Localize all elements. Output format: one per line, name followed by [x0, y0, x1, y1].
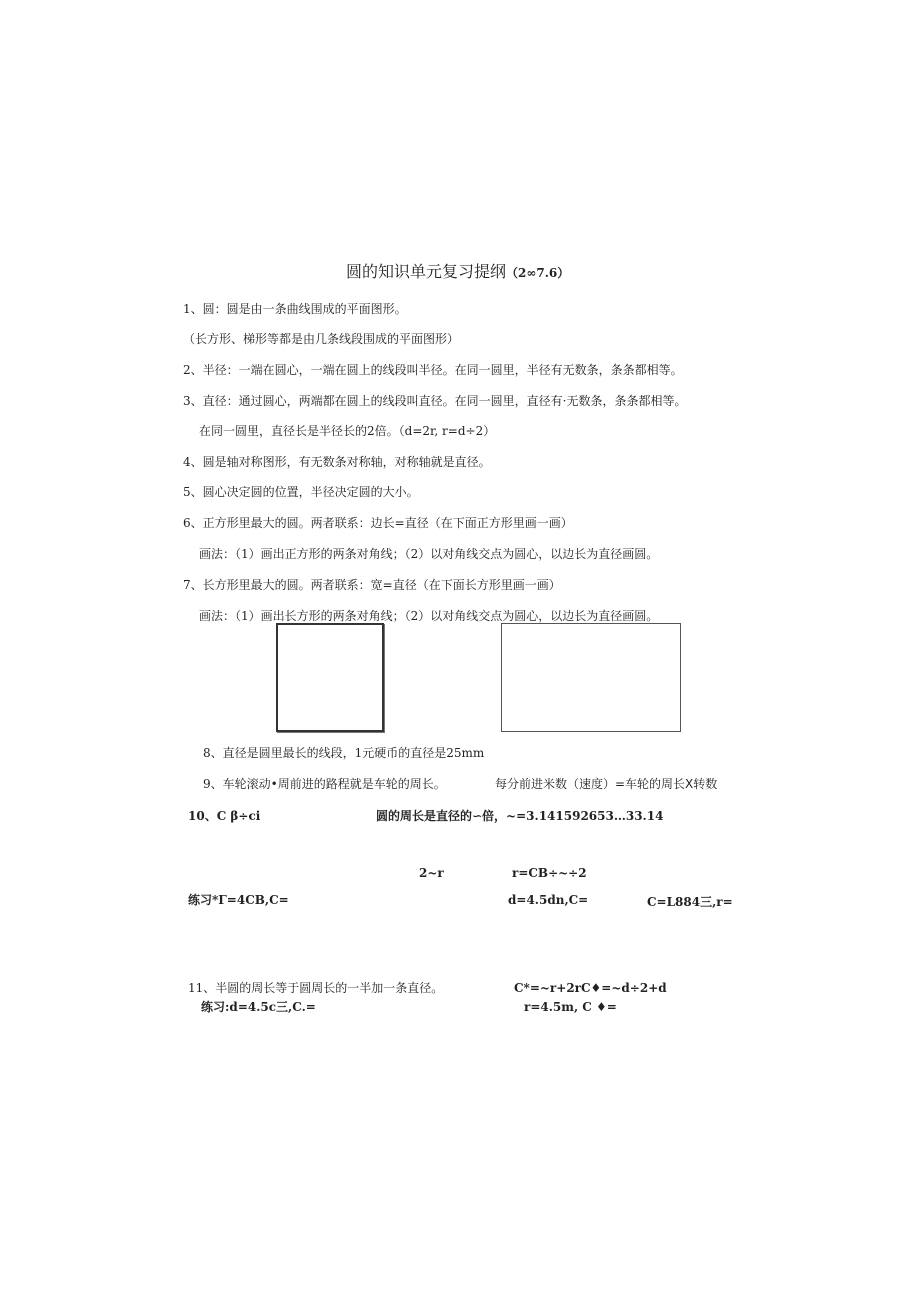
item-1: 1、圆：圆是由一条曲线围成的平面图形。	[183, 302, 407, 316]
item-3-formula: 在同一圆里，直径长是半径长的2倍。（d=2r, r=d÷2）	[199, 424, 496, 438]
practice-1: 练习*Γ=4CB,C=	[188, 893, 289, 907]
square-drawing-box	[276, 623, 384, 732]
formula-radius: r=CB÷~÷2	[512, 866, 587, 880]
item-6: 6、正方形里最大的圆。两者联系：边长=直径（在下面正方形里画一画）	[183, 516, 573, 530]
title-main: 圆的知识单元复习提纲	[346, 262, 507, 281]
formula-circumference: 2~r	[419, 866, 444, 880]
item-2: 2、半径：一端在圆心，一端在圆上的线段叫半径。在同一圆里，半径有无数条，条条都相等。	[183, 363, 683, 377]
rectangle-drawing-box	[501, 623, 681, 732]
speed-formula: 每分前进米数（速度）=车轮的周长X转数	[495, 777, 718, 791]
item-6-method: 画法：（1）画出正方形的两条对角线；（2）以对角线交点为圆心，以边长为直径画圆。	[199, 547, 659, 561]
item-4: 4、圆是轴对称图形，有无数条对称轴，对称轴就是直径。	[183, 455, 491, 469]
item-5: 5、圆心决定圆的位置，半径决定圆的大小。	[183, 485, 419, 499]
title-date: （2∞7.6）	[506, 266, 570, 280]
semicircle-formula: C*=~r+2rC♦=~d÷2+d	[514, 981, 667, 995]
item-1-note: （长方形、梯形等都是由几条线段围成的平面图形）	[183, 332, 460, 346]
practice-2: d=4.5dn,C=	[508, 893, 589, 907]
practice-3: C=L884三,r=	[647, 895, 733, 909]
item-7: 7、长方形里最大的圆。两者联系：宽=直径（在下面长方形里画一画）	[183, 578, 561, 592]
item-9: 9、车轮滚动•周前进的路程就是车轮的周长。	[203, 777, 446, 791]
item-3: 3、直径：通过圆心，两端都在圆上的线段叫直径。在同一圆里，直径有·无数条，条条都相等。	[183, 394, 687, 408]
practice-5: r=4.5m, C ♦=	[524, 1000, 617, 1014]
item-10: 10、C β÷ci	[188, 809, 261, 823]
practice-4: 练习:d=4.5c三,C.=	[201, 1000, 316, 1014]
circumference-ratio: 圆的周长是直径的∽倍，~=3.141592653…33.14	[376, 809, 664, 823]
item-7-method: 画法：（1）画出长方形的两条对角线；（2）以对角线交点为圆心，以边长为直径画圆。	[199, 609, 659, 623]
item-8: 8、直径是圆里最长的线段，1元硬币的直径是25mm	[203, 746, 485, 760]
page-title	[346, 262, 569, 283]
item-11: 11、半圆的周长等于圆周长的一半加一条直径。	[188, 981, 444, 995]
